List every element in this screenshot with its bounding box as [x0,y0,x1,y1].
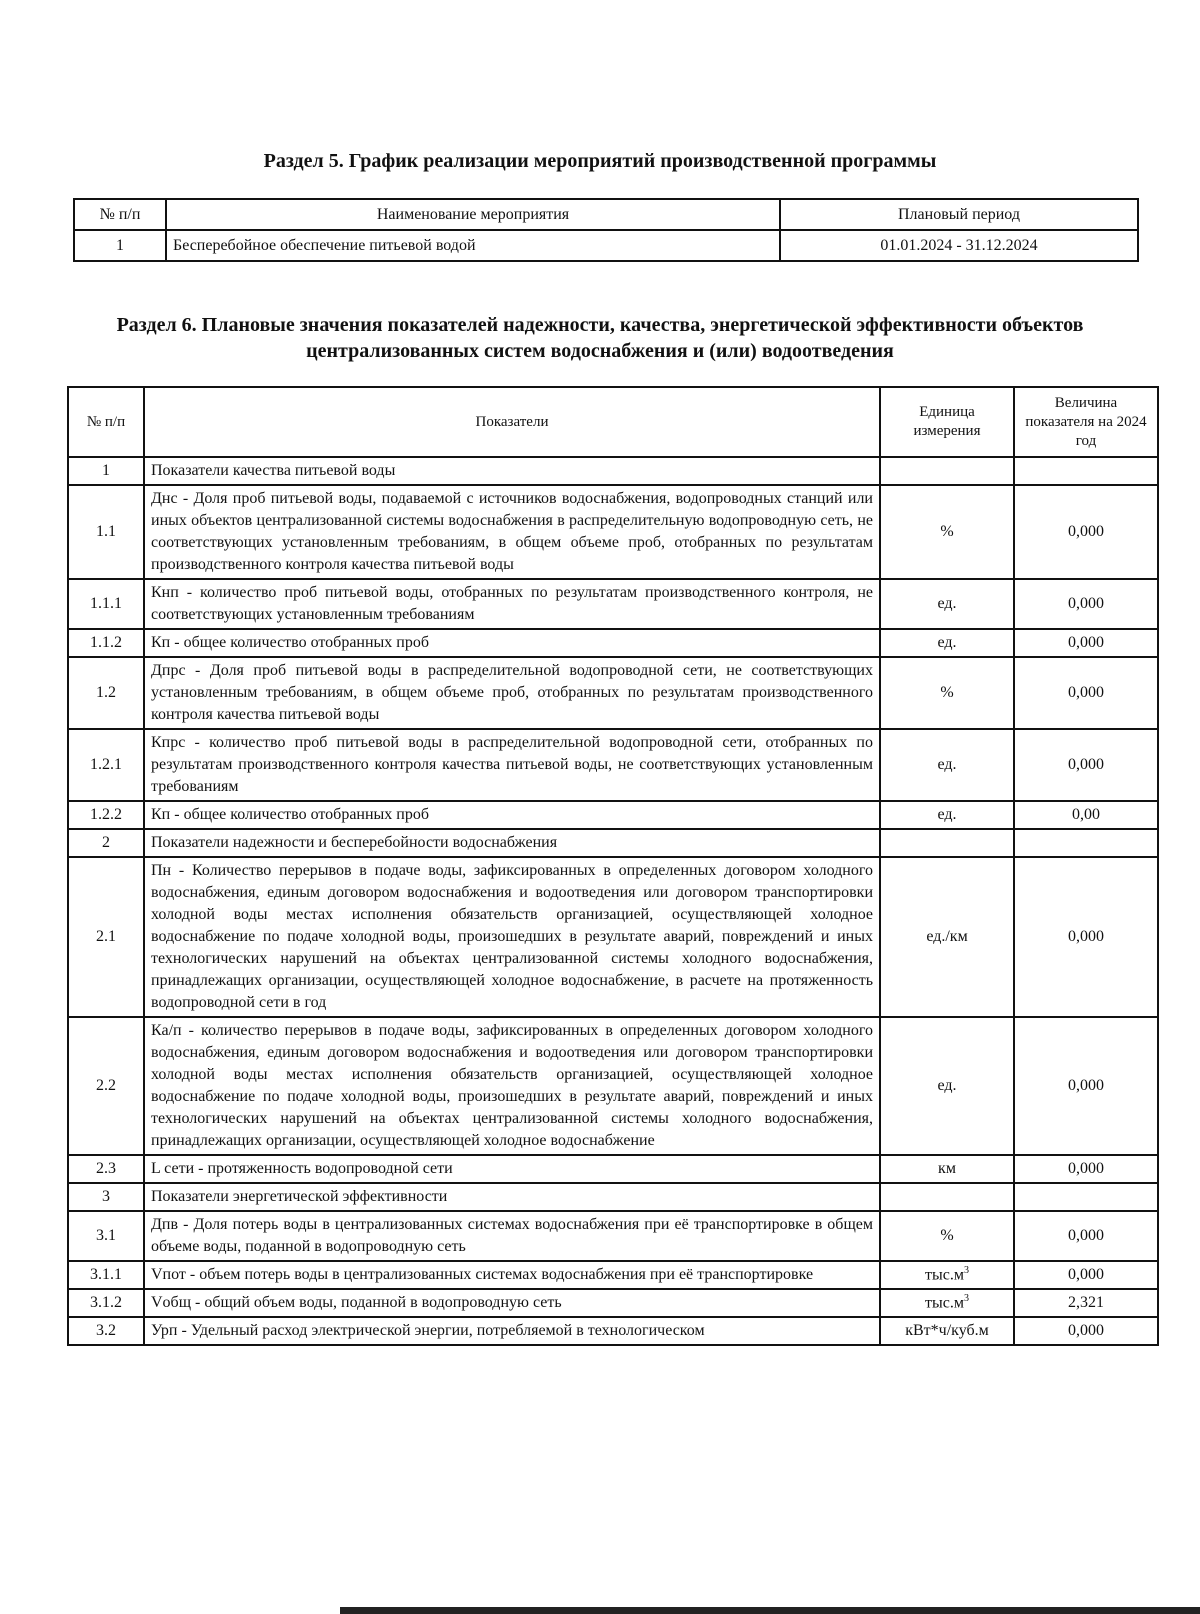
row-indicator: Кнп - количество проб питьевой воды, отобранных по результатам производственного контроля, не соответствующих установленным требованиям [144,579,880,629]
row-indicator: Кп - общее количество отобранных проб [144,629,880,657]
row-indicator: Vпот - объем потерь воды в централизованных системах водоснабжения при её транспортировке [144,1261,880,1289]
table-row [68,657,1158,729]
row-num: 1 [68,457,144,485]
table-row [68,857,1158,1017]
table-row [68,1261,1158,1289]
row-value: 0,000 [1014,1261,1158,1289]
table-row [68,1211,1158,1261]
row-indicator: Vобщ - общий объем воды, поданной в водопроводную сеть [144,1289,880,1317]
row-indicator: Дпв - Доля потерь воды в централизованных системах водоснабжения при её транспортировке в общем объеме воды, поданной в водопроводную сеть [144,1211,880,1261]
table-row [68,1289,1158,1317]
row-unit: $тыс.м^3$ [880,1289,1014,1317]
row-unit [880,829,1014,857]
header-period: Плановый период [780,199,1138,230]
section5-title: Раздел 5. График реализации мероприятий производственной программы [263,150,937,172]
row-num: 3.1.1 [68,1261,144,1289]
row-value: 0,000 [1014,1317,1158,1345]
row-indicator: Пн - Количество перерывов в подаче воды, зафиксированных в определенных договором холодного водоснабжения, единым договором водоснабжения и водоотведения или договором транспортировки холодной воды местах исполнения обязательств организацией, осуществляющей холодное водоснабжение по подаче холодной воды, произошедших в результате аварий, повреждений и иных технологических нарушений на объектах централизованной системы холодного водоснабжения, принадлежащих организации, осуществляющей холодное водоснабжение, в расчете на протяженность водопроводной сети в год [144,857,880,1017]
table-row [68,457,1158,485]
table-row [68,1155,1158,1183]
row-indicator: Показатели энергетической эффективности [144,1183,880,1211]
table-header-row [68,387,1158,457]
table-row [68,829,1158,857]
row-value: 0,000 [1014,1211,1158,1261]
row-value: 0,000 [1014,657,1158,729]
row-value: 0,000 [1014,857,1158,1017]
row-num: 1.2.1 [68,729,144,801]
row-num: 1.1.2 [68,629,144,657]
table-row [68,801,1158,829]
row-unit: % [880,1211,1014,1261]
row-unit: ед. [880,1017,1014,1155]
row-value: 0,000 [1014,729,1158,801]
row-value: 0,000 [1014,579,1158,629]
table-row [68,1317,1158,1345]
table-row [68,629,1158,657]
row-num: 2.3 [68,1155,144,1183]
section5-table [73,198,1139,262]
table-row [68,579,1158,629]
row-num: 3 [68,1183,144,1211]
row-name: Бесперебойное обеспечение питьевой водой [166,230,780,261]
header-indicator: Показатели [144,387,880,457]
row-unit: ед. [880,579,1014,629]
table-row [74,230,1138,261]
header-num: № п/п [74,199,166,230]
row-indicator: Ка/п - количество перерывов в подаче воды, зафиксированных в определенных договором холодного водоснабжения, единым договором водоснабжения и водоотведения или договором транспортировки холодной воды местах исполнения обязательств организацией, осуществляющей холодное водоснабжение по подаче холодной воды, произошедших в результате аварий, повреждений и иных технологических нарушений на объектах централизованной системы холодного водоснабжения, принадлежащих организации, осуществляющей холодное водоснабжение [144,1017,880,1155]
header-value: Величина показателя на 2024 год [1014,387,1158,457]
scan-edge [340,1607,1200,1614]
row-indicator: Дпрс - Доля проб питьевой воды в распределительной водопроводной сети, не соответствующих установленным требованиям, в общем объеме проб, отобранных по результатам производственного контроля качества питьевой воды [144,657,880,729]
row-indicator: Кп - общее количество отобранных проб [144,801,880,829]
table-row [68,1183,1158,1211]
row-num: 1.2.2 [68,801,144,829]
row-indicator: Урп - Удельный расход электрической энергии, потребляемой в технологическом [144,1317,880,1345]
header-name: Наименование мероприятия [166,199,780,230]
row-unit: ед. [880,801,1014,829]
row-indicator: Показатели надежности и бесперебойности водоснабжения [144,829,880,857]
row-unit: кВт*ч/куб.м [880,1317,1014,1345]
row-num: 2 [68,829,144,857]
row-unit: ед. [880,629,1014,657]
row-num: 3.1 [68,1211,144,1261]
row-unit: $тыс.м^3$ [880,1261,1014,1289]
row-value [1014,829,1158,857]
row-unit: % [880,485,1014,579]
row-indicator: Кпрс - количество проб питьевой воды в распределительной водопроводной сети, отобранных по результатам производственного контроля качества питьевой воды, не соответствующих установленным требованиям [144,729,880,801]
row-value [1014,1183,1158,1211]
row-indicator: Показатели качества питьевой воды [144,457,880,485]
row-unit: ед. [880,729,1014,801]
row-num: 2.1 [68,857,144,1017]
row-value [1014,457,1158,485]
row-value: 0,000 [1014,629,1158,657]
section6-title: Раздел 6. Плановые значения показателей надежности, качества, энергетической эффективности объектов централизованных систем водоснабжения и (или) водоотведения [116,314,1084,362]
header-unit: Единица измерения [880,387,1014,457]
section6-table [67,386,1159,1346]
row-indicator: Днс - Доля проб питьевой воды, подаваемой с источников водоснабжения, водопроводных станций или иных объектов централизованной системы водоснабжения в распределительную водопроводную сеть, не соответствующих установленным требованиям, в общем объеме проб, отобранных по результатам производственного контроля качества питьевой воды [144,485,880,579]
row-num: 1 [74,230,166,261]
table-row [68,729,1158,801]
row-num: 1.1 [68,485,144,579]
row-unit: км [880,1155,1014,1183]
header-num: № п/п [68,387,144,457]
row-value: 0,000 [1014,1155,1158,1183]
table-row [68,1017,1158,1155]
row-unit: % [880,657,1014,729]
row-indicator: L сети - протяженность водопроводной сети [144,1155,880,1183]
row-num: 2.2 [68,1017,144,1155]
row-value: 2,321 [1014,1289,1158,1317]
table-row [68,485,1158,579]
row-period: 01.01.2024 - 31.12.2024 [780,230,1138,261]
row-value: 0,000 [1014,485,1158,579]
row-num: 1.2 [68,657,144,729]
row-unit [880,1183,1014,1211]
row-value: 0,000 [1014,1017,1158,1155]
table-header-row [74,199,1138,230]
section6-table-body [68,457,1158,1345]
row-value: 0,00 [1014,801,1158,829]
row-num: 3.1.2 [68,1289,144,1317]
row-unit [880,457,1014,485]
row-unit: ед./км [880,857,1014,1017]
row-num: 1.1.1 [68,579,144,629]
row-num: 3.2 [68,1317,144,1345]
